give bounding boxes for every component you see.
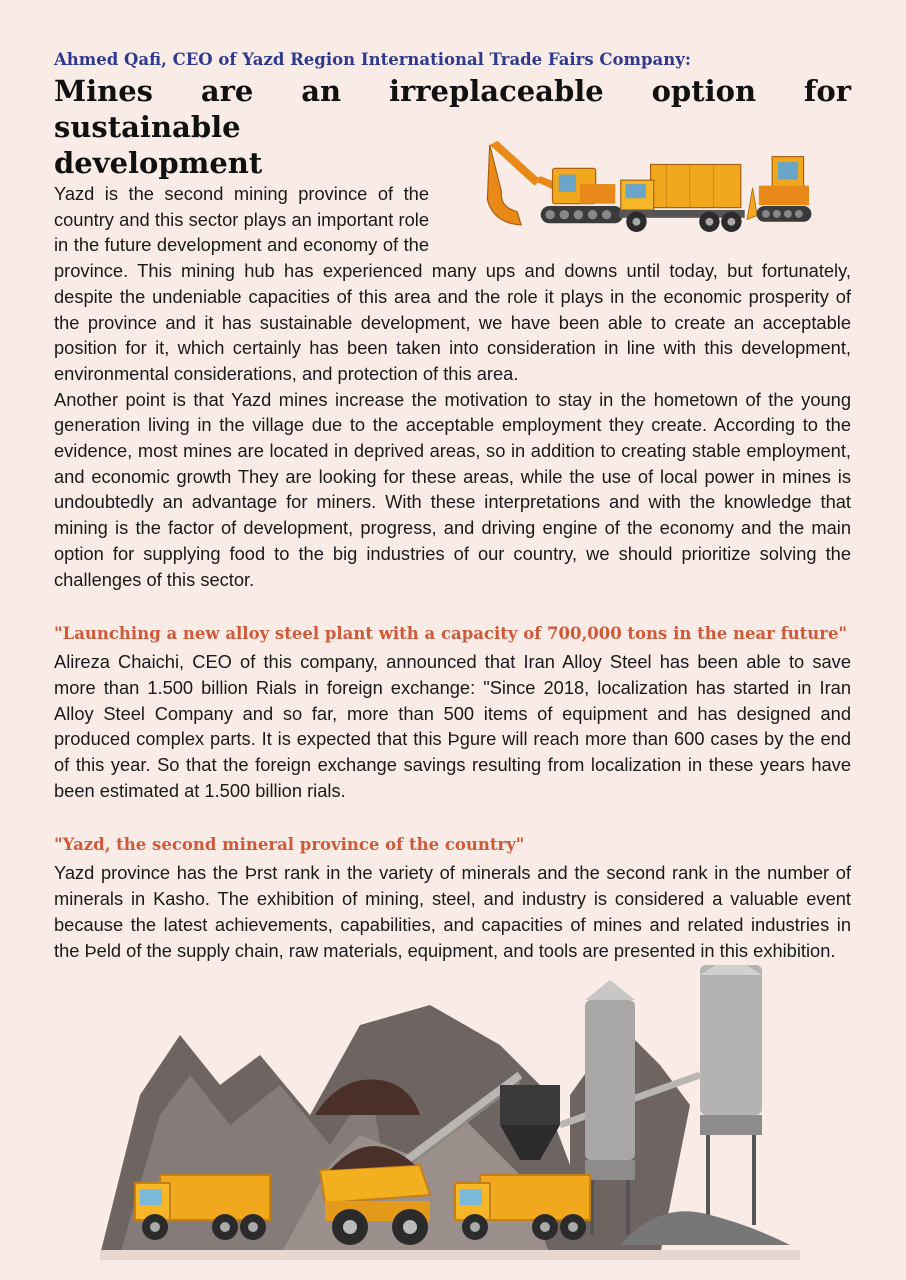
paragraph-2: Another point is that Yazd mines increase the motivation to stay in the hometown of the young generation living in the village due to the acceptable employment they create. According to the evidence, most mines are located in deprived areas, so in addition to creating stable employment, and economic growth They are looking for these areas, while the use of local power in mines is undoubtedly an advantage for miners. With these interpretations and with the knowledge that mining is the factor of development, progress, and driving engine of the economy and the main option for supplying food to the big industries of our country, we should prioritize solving the challenges of this sector. xyxy=(54,388,851,590)
section-2-body: Yazd province has the Þrst rank in the variety of minerals and the second rank in the number of minerals in Kasho. The exhibition of mining, steel, and industry is considered a valuable event because the latest achievements, capabilities, and capacities of mines and related industries in the Þeld of the supply chain, raw materials, equipment, and tools are presented in this exhibition. xyxy=(54,862,851,961)
section-2-heading: "Yazd, the second mineral province of the country" xyxy=(54,835,525,855)
paragraph-1: Yazd is the second mining province of the country and this sector plays an important role in the future development and economy of the province. This mining hub has experienced many ups and downs until today, but fortunately, despite the undeniable capacities of this area and the role it plays in the economic prosperity of the province and it has sustainable development, we have been able to create an acceptable position for it, which certainly has been taken into consideration in line with this development, environmental considerations, and protection of this area. xyxy=(54,183,851,384)
article xyxy=(54,50,851,963)
headline-line-2: development xyxy=(54,146,263,180)
mining-machines-illustration xyxy=(441,137,857,239)
section-1-heading: "Launching a new alloy steel plant with a capacity of 700,000 tons in the near future" xyxy=(54,624,848,644)
mining-site-illustration xyxy=(100,965,800,1260)
section-1-body: Alireza Chaichi, CEO of this company, announced that Iran Alloy Steel has been able to save more than 1.500 billion Rials in foreign exchange: "Since 2018, localization has started in Iran Alloy Steel Company and so far, more than 500 items of equipment and has designed and produced complex parts. It is expected that this Þgure will reach more than 600 cases by the end of this year. So that the foreign exchange savings resulting from localization in these years have been estimated at 1.500 billion rials. xyxy=(54,651,851,801)
headline-line-1: Mines are an irreplaceable option for sustainable xyxy=(54,74,851,144)
article-kicker: Ahmed Qafi, CEO of Yazd Region International Trade Fairs Company: xyxy=(54,50,691,69)
